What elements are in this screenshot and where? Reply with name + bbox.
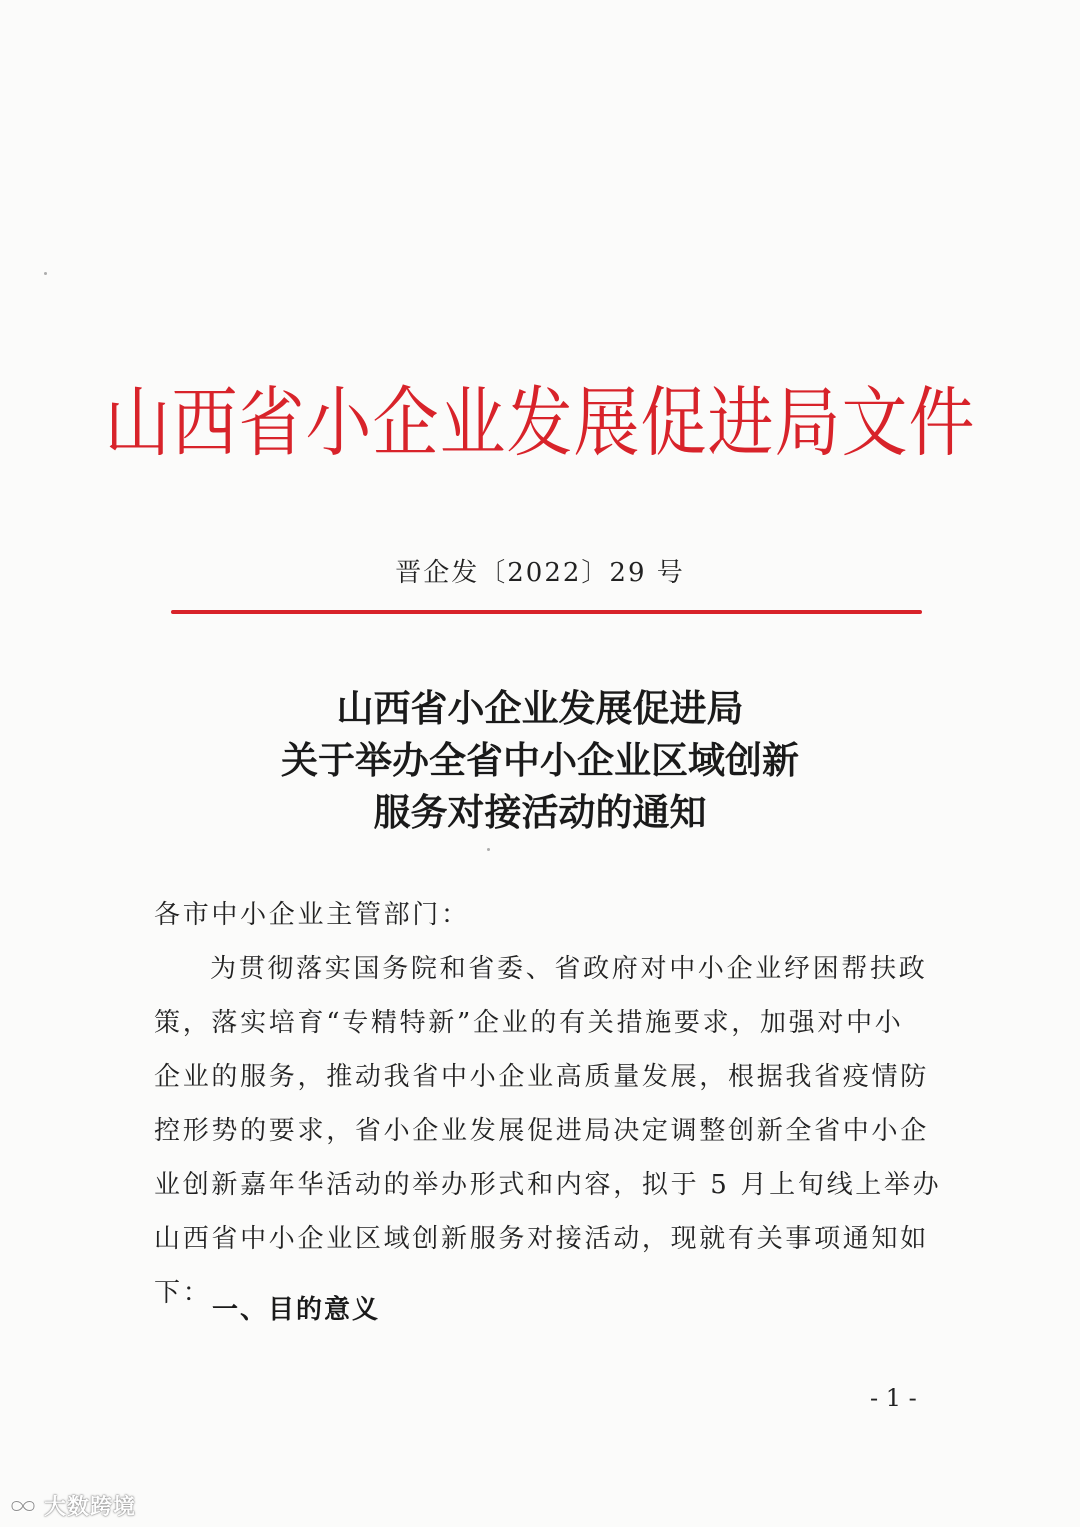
salutation: 各市中小企业主管部门： [154,900,470,930]
watermark-text: 大数跨境 [44,1495,137,1520]
title-line-2: 关于举办全省中小企业区域创新 [281,738,799,782]
scan-speck [487,848,490,851]
title-line-1: 山西省小企业发展促进局 [336,686,744,730]
document-title [0,682,1080,838]
body-line-4: 控形势的要求，省小企业发展促进局决定调整创新全省中小企 [154,1116,929,1146]
document-number: 晋企发〔2022〕29 号 [395,558,685,588]
document-body [154,888,942,1320]
body-line-5: 业创新嘉年华活动的举办形式和内容，拟于 5 月上旬线上举办 [154,1170,942,1200]
page-number: - 1 - [870,1384,917,1412]
scan-speck [44,272,47,275]
title-line-3: 服务对接活动的通知 [373,790,707,834]
infinity-logo-icon [8,1494,38,1518]
section-heading: 一、目的意义 [212,1295,381,1325]
body-line-1: 为贯彻落实国务院和省委、省政府对中小企业纾困帮扶政 [210,954,928,984]
body-line-2: 策，落实培育“专精特新”企业的有关措施要求，加强对中小 [154,1008,904,1038]
red-divider-line [171,610,922,614]
body-line-3: 企业的服务，推动我省中小企业高质量发展，根据我省疫情防 [154,1062,929,1092]
body-line-6: 山西省中小企业区域创新服务对接活动，现就有关事项通知如 [154,1224,929,1254]
body-line-7: 下： [154,1278,212,1308]
issuing-agency-header: 山西省小企业发展促进局文件 [104,378,976,468]
watermark [8,1490,136,1521]
